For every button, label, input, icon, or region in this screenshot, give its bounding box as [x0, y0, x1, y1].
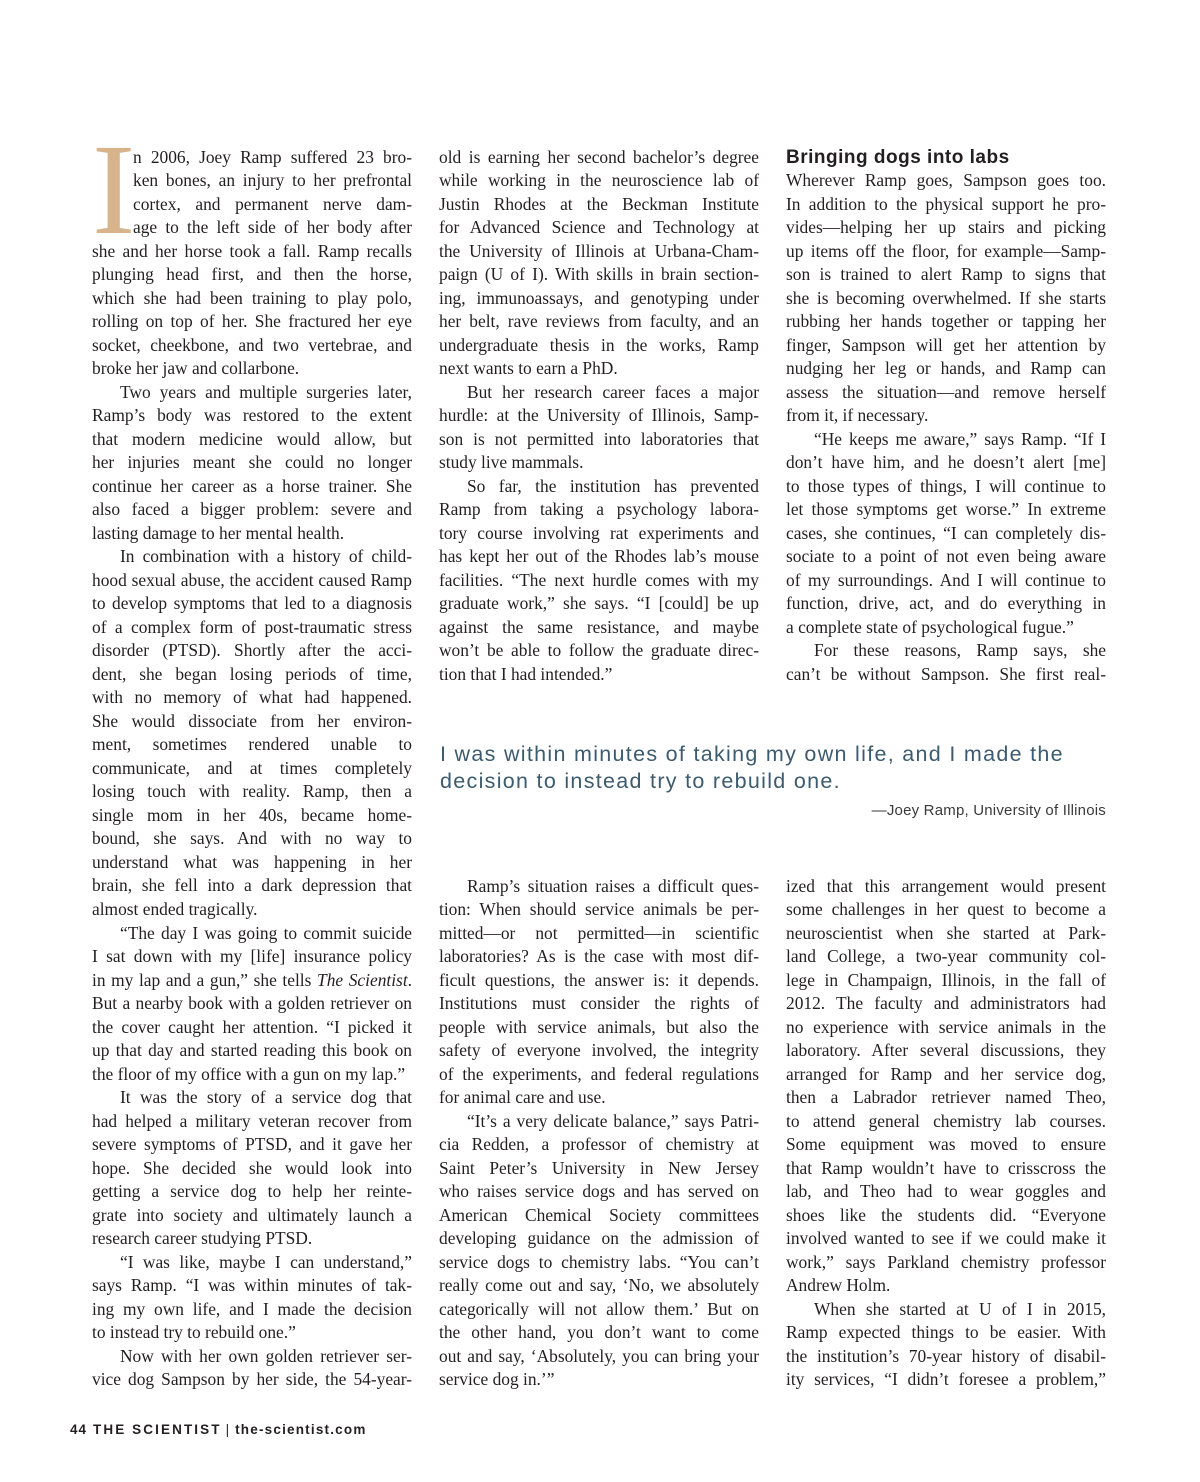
- text-line: laboratory. After several discussions, they: [786, 1040, 1106, 1061]
- text-line: ken bones, an injury to her prefrontal: [133, 170, 412, 191]
- text-line: some challenges in her quest to become a: [786, 899, 1106, 920]
- text-line: lege in Champaign, Illinois, in the fall of: [786, 969, 1106, 990]
- text-line: Ramp’s situation raises a difficult ques-: [467, 875, 759, 896]
- paragraph: [786, 1298, 1106, 1392]
- text-line: But a nearby book with a golden retriever on: [92, 993, 412, 1014]
- text-line: She would dissociate from her environ-: [92, 710, 412, 731]
- text-run: in my lap and a gun,” she tells: [92, 969, 318, 990]
- text-line: Andrew Holm.: [786, 1275, 891, 1296]
- paragraph: [439, 1110, 759, 1392]
- text-line: “The day I was going to commit suicide: [120, 922, 412, 943]
- text-line: Saint Peter’s University in New Jersey: [439, 1157, 759, 1178]
- text-line: Justin Rhodes at the Beckman Institute: [439, 193, 759, 214]
- paragraph: [92, 545, 412, 921]
- text-line: [92, 969, 412, 993]
- section-heading: Bringing dogs into labs: [786, 146, 1010, 168]
- text-line: while working in the neuroscience lab of: [439, 170, 759, 191]
- text-line: involved wanted to see if we could make it: [786, 1228, 1106, 1249]
- text-line: cortex, and permanent nerve dam-: [133, 193, 412, 214]
- text-line: rubbing her hands together or tapping her: [786, 311, 1106, 332]
- paragraph: [786, 428, 1106, 640]
- text-line: for animal care and use.: [439, 1087, 606, 1108]
- text-line: It was the story of a service dog that: [120, 1087, 412, 1108]
- text-line: sociate to a point of not even being aware: [786, 546, 1106, 567]
- paragraph: [439, 875, 759, 1110]
- text-line: to attend general chemistry lab courses.: [786, 1110, 1106, 1131]
- text-line: people with service animals, but also the: [439, 1016, 759, 1037]
- text-line: “He keeps me aware,” says Ramp. “If I: [814, 428, 1106, 449]
- paragraph: [92, 118, 412, 381]
- text-line: from it, if necessary.: [786, 405, 929, 426]
- text-line: son is not permitted into laboratories that: [439, 428, 759, 449]
- italic-title: The Scientist: [317, 969, 408, 990]
- text-line: When she started at U of I in 2015,: [814, 1298, 1106, 1319]
- text-line: out and say, ‘Absolutely, you can bring your: [439, 1345, 759, 1366]
- text-line: up that day and started reading this book on: [92, 1040, 412, 1061]
- text-line: a complete state of psychological fugue.”: [786, 616, 1074, 637]
- text-line: of my surroundings. And I will continue to: [786, 569, 1106, 590]
- pull-quote-attribution: —Joey Ramp, University of Illinois: [871, 801, 1106, 819]
- text-line: assess the situation—and remove herself: [786, 381, 1106, 402]
- pull-quote-line: I was within minutes of taking my own life, and I made the: [440, 741, 1064, 766]
- paragraph: [439, 475, 759, 687]
- pull-quote: [440, 741, 1106, 823]
- text-line: severe symptoms of PTSD, and it gave her: [92, 1134, 412, 1155]
- text-line: lab, and Theo had to wear goggles and: [786, 1181, 1106, 1202]
- text-line: single mom in her 40s, became home-: [92, 804, 412, 825]
- text-line: shoes like the students did. “Everyone: [786, 1204, 1106, 1225]
- text-run: .: [407, 969, 413, 990]
- text-line: rolling on top of her. She fractured her eye: [92, 311, 412, 332]
- text-line: she and her horse took a fall. Ramp recalls: [92, 240, 412, 261]
- text-line: ized that this arrangement would present: [786, 875, 1106, 896]
- paragraph: [786, 169, 1106, 428]
- text-line: mitted—or not permitted—in scientific: [439, 922, 759, 943]
- text-line: has kept her out of the Rhodes lab’s mouse: [439, 546, 759, 567]
- text-line: which she had been training to play polo,: [92, 287, 412, 308]
- text-line: developing guidance on the admission of: [439, 1228, 759, 1249]
- text-line: son is trained to alert Ramp to signs that: [786, 264, 1106, 285]
- paragraph: [786, 639, 1106, 686]
- text-line: But her research career faces a major: [467, 381, 759, 402]
- text-line: can’t be without Sampson. She first real-: [786, 663, 1106, 684]
- text-line: nudging her leg or hands, and Ramp can: [786, 358, 1106, 379]
- paragraph: [439, 146, 759, 381]
- magazine-name: THE SCIENTIST: [93, 1422, 222, 1437]
- text-line: “It’s a very delicate balance,” says Patri-: [467, 1110, 759, 1131]
- text-line: of the experiments, and federal regulations: [439, 1063, 759, 1084]
- text-line: disorder (PTSD). Shortly after the acci-: [92, 640, 412, 661]
- text-line: In combination with a history of child-: [120, 546, 412, 567]
- text-line: Some equipment was moved to ensure: [786, 1134, 1106, 1155]
- drop-cap: I: [92, 118, 136, 263]
- text-line: who raises service dogs and has served on: [439, 1181, 759, 1202]
- text-line: service dog in.’”: [439, 1369, 555, 1390]
- text-line: for Advanced Science and Technology at: [439, 217, 759, 238]
- text-line: vides—helping her up stairs and picking: [786, 217, 1106, 238]
- text-line: brain, she fell into a dark depression that: [92, 875, 412, 896]
- text-line: ing my own life, and I made the decision: [92, 1298, 412, 1319]
- text-line: really come out and say, ‘No, we absolutely: [439, 1275, 759, 1296]
- text-line: communicate, and at times completely: [92, 757, 412, 778]
- text-line: Wherever Ramp goes, Sampson goes too.: [786, 170, 1106, 191]
- text-line: the floor of my office with a gun on my lap.”: [92, 1063, 406, 1084]
- text-line: the University of Illinois at Urbana-Cham-: [439, 240, 759, 261]
- text-line: hope. She decided she would look into: [92, 1157, 412, 1178]
- footer-separator: |: [225, 1422, 230, 1437]
- text-line: age to the left side of her body after: [133, 217, 412, 238]
- text-line: getting a service dog to help her reinte-: [92, 1181, 412, 1202]
- text-line: had helped a military veteran recover from: [92, 1110, 412, 1131]
- text-line: ment, sometimes rendered unable to: [92, 734, 412, 755]
- text-line: to develop symptoms that led to a diagnosis: [92, 593, 412, 614]
- text-line: “I was like, maybe I can understand,”: [120, 1251, 412, 1272]
- text-line: hood sexual abuse, the accident caused Ramp: [92, 569, 412, 590]
- text-line: ing, immunoassays, and genotyping under: [439, 287, 759, 308]
- text-line: 2012. The faculty and administrators had: [786, 993, 1106, 1014]
- text-line: facilities. “The next hurdle comes with my: [439, 569, 759, 590]
- text-line: categorically will not allow them.’ But on: [439, 1298, 759, 1319]
- text-line: Ramp’s body was restored to the extent: [92, 405, 412, 426]
- text-line: almost ended tragically.: [92, 899, 258, 919]
- text-line: Ramp expected things to be easier. With: [786, 1322, 1106, 1343]
- text-line: that Ramp wouldn’t have to crisscross the: [786, 1157, 1106, 1178]
- text-line: up items off the floor, for example—Samp-: [786, 240, 1106, 261]
- text-line: function, drive, act, and do everything in: [786, 593, 1106, 614]
- text-line: lasting damage to her mental health.: [92, 522, 345, 543]
- text-line: socket, cheekbone, and two vertebrae, and: [92, 334, 412, 355]
- page-number: 44: [70, 1422, 88, 1437]
- article-column-2-top: [439, 146, 759, 687]
- text-line: cia Redden, a professor of chemistry at: [439, 1134, 759, 1155]
- text-line: that modern medicine would allow, but: [92, 428, 412, 449]
- paragraph: [786, 875, 1106, 1298]
- article-column-2-bottom: [439, 875, 759, 1392]
- text-line: land College, a two-year community col-: [786, 946, 1106, 967]
- text-line: also faced a bigger problem: severe and: [92, 499, 412, 520]
- text-line: Two years and multiple surgeries later,: [120, 381, 412, 402]
- paragraph: [92, 381, 412, 546]
- text-line: So far, the institution has prevented: [467, 475, 759, 496]
- text-line: study live mammals.: [439, 452, 584, 473]
- text-line: broke her jaw and collarbone.: [92, 358, 300, 379]
- text-line: continue her career as a horse trainer. She: [92, 475, 412, 496]
- text-line: vice dog Sampson by her side, the 54-year-: [92, 1369, 412, 1390]
- text-line: I sat down with my [life] insurance policy: [92, 946, 412, 967]
- text-line: plunging head first, and then the horse,: [92, 264, 412, 285]
- text-line: no experience with service animals in the: [786, 1016, 1106, 1037]
- text-line: tion: When should service animals be per-: [439, 899, 759, 920]
- text-line: next wants to earn a PhD.: [439, 358, 618, 379]
- text-line: the other hand, you don’t want to come: [439, 1322, 759, 1343]
- text-line: bound, she says. And with no way to: [92, 828, 412, 849]
- text-line: Now with her own golden retriever ser-: [120, 1345, 412, 1366]
- text-line: her injuries meant she could no longer: [92, 452, 412, 473]
- text-line: American Chemical Society committees: [439, 1204, 759, 1225]
- text-line: to those types of things, I will continue to: [786, 475, 1106, 496]
- text-line: work,” says Parkland chemistry professor: [786, 1251, 1106, 1272]
- text-line: understand what was happening in her: [92, 851, 412, 872]
- text-line: laboratories? As is the case with most dif-: [439, 946, 759, 967]
- text-line: don’t have him, and he doesn’t alert [me]: [786, 452, 1106, 473]
- text-line: research career studying PTSD.: [92, 1228, 313, 1249]
- text-line: safety of everyone involved, the integrity: [439, 1040, 759, 1061]
- text-line: cases, she continues, “I can completely dis-: [786, 522, 1106, 543]
- text-line: graduate work,” she says. “I [could] be up: [439, 593, 759, 614]
- text-line: the cover caught her attention. “I picked it: [92, 1016, 412, 1037]
- text-line: Ramp from taking a psychology labora-: [439, 499, 759, 520]
- text-line: her belt, rave reviews from faculty, and an: [439, 311, 759, 332]
- text-line: service dogs to chemistry labs. “You can’t: [439, 1251, 759, 1272]
- text-line: grate into society and ultimately launch a: [92, 1204, 412, 1225]
- text-line: then a Labrador retriever named Theo,: [786, 1087, 1106, 1108]
- text-line: tory course involving rat experiments and: [439, 522, 759, 543]
- text-line: the institution’s 70-year history of disabil-: [786, 1345, 1106, 1366]
- text-line: dent, she began losing periods of time,: [92, 663, 412, 684]
- text-line: n 2006, Joey Ramp suffered 23 bro-: [133, 146, 412, 167]
- paragraph: [439, 381, 759, 475]
- paragraph: [92, 922, 412, 1087]
- text-line: old is earning her second bachelor’s degree: [439, 146, 759, 167]
- text-line: let those symptoms get worse.” In extreme: [786, 499, 1106, 520]
- article-column-3-bottom: [786, 875, 1106, 1392]
- text-line: with no memory of what had happened.: [92, 687, 412, 708]
- text-line: to instead try to rebuild one.”: [92, 1322, 296, 1343]
- paragraph: [92, 1251, 412, 1345]
- text-line: finger, Sampson will get her attention by: [786, 334, 1106, 355]
- paragraph: [92, 1086, 412, 1251]
- pull-quote-line: decision to instead try to rebuild one.: [440, 768, 841, 793]
- text-line: For these reasons, Ramp says, she: [814, 640, 1106, 661]
- text-line: tion that I had intended.”: [439, 663, 613, 684]
- text-line: of a complex form of post-traumatic stress: [92, 616, 412, 637]
- text-line: hurdle: at the University of Illinois, Samp-: [439, 405, 759, 426]
- website-url: the-scientist.com: [235, 1422, 367, 1437]
- article-column-3-top: [786, 146, 1106, 687]
- text-line: Institutions must consider the rights of: [439, 993, 759, 1014]
- text-line: paign (U of I). With skills in brain section-: [439, 264, 759, 285]
- text-line: against the same resistance, and maybe: [439, 616, 759, 637]
- text-line: arranged for Ramp and her service dog,: [786, 1063, 1106, 1084]
- article-column-1: [92, 118, 413, 1392]
- text-line: ficult questions, the answer is: it depends.: [439, 969, 759, 990]
- paragraph: [92, 1345, 412, 1392]
- text-line: neuroscientist when she started at Park-: [786, 922, 1106, 943]
- text-line: In addition to the physical support he pro-: [786, 193, 1106, 214]
- text-line: undergraduate thesis in the works, Ramp: [439, 334, 759, 355]
- text-line: won’t be able to follow the graduate direc-: [439, 640, 759, 661]
- text-line: says Ramp. “I was within minutes of tak-: [92, 1275, 412, 1296]
- text-line: losing touch with reality. Ramp, then a: [92, 781, 412, 802]
- text-line: she is becoming overwhelmed. If she starts: [786, 287, 1106, 308]
- page-footer: [70, 1421, 367, 1439]
- text-line: ity services, “I didn’t foresee a problem,”: [786, 1369, 1106, 1390]
